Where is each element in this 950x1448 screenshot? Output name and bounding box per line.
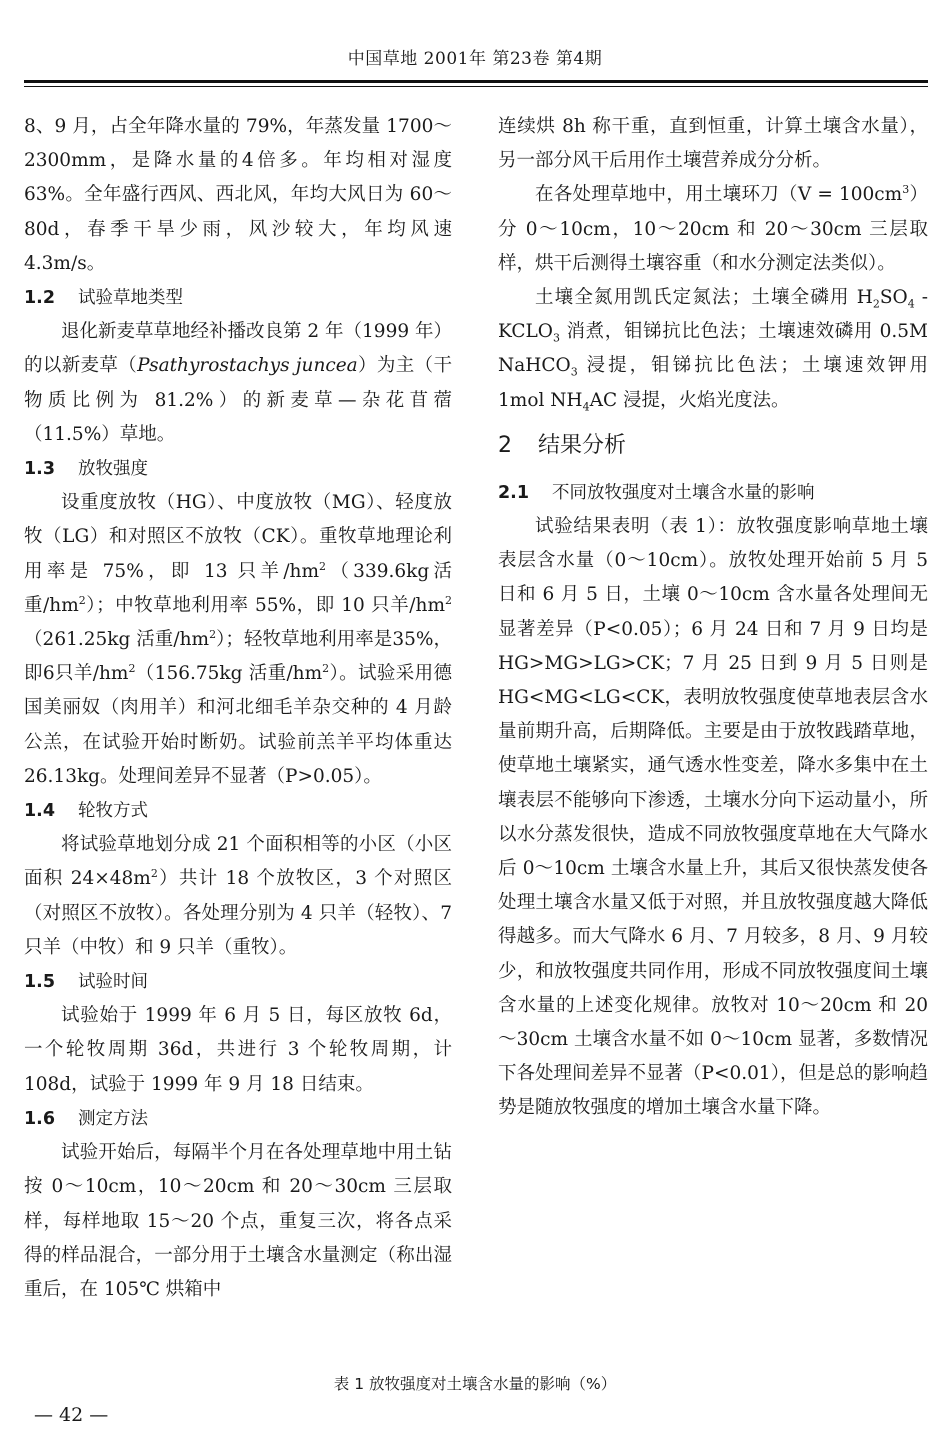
subscript: 2 — [872, 297, 880, 311]
superscript: 3 — [902, 183, 910, 197]
section-number: 1.4 — [24, 801, 56, 822]
section-2-1-heading — [498, 476, 928, 510]
paragraph-climate: 8、9 月，占全年降水量的 79%，年蒸发量 1700～2300mm，是降水量的4倍多。年均相对湿度 63%。全年盛行西风、西北风，年均大风日为 60～80d，春季干旱少雨，风沙较大，年均风速 4.3m/s。 — [24, 116, 452, 274]
subscript: 4 — [582, 400, 590, 414]
text-run: （339.6kg活重/hm — [24, 560, 453, 616]
section-1-6-heading — [24, 1102, 452, 1136]
paragraph-methods: 试验开始后，每隔半个月在各处理草地中用土钻按 0～10cm，10～20cm 和 20～30cm 三层取样，每样地取 15～20 个点，重复三次，将各点采得的样品混合，一部分用于土壤含水量测定（称出湿重后，在 105℃ 烘箱中 — [24, 1142, 452, 1300]
text-run: ）。试验采用德国美丽奴（肉用羊）和河北细毛羊杂交种的 4 月龄公羔，在试验开始时断奶。试验前羔羊平均体重达 26.13kg。处理间差异不显著（P>0.05）。 — [24, 663, 452, 787]
text-run: 将试验草地划分成 21 个面积相等的小区（小区面积 24×48m — [24, 834, 452, 890]
section-title: 轮牧方式 — [78, 801, 148, 822]
subscript: 4 — [907, 297, 915, 311]
section-number: 2 — [498, 432, 512, 458]
text-run: （156.75kg 活重/hm — [135, 663, 323, 685]
scientific-name: Psathyrostachys juncea — [137, 355, 358, 377]
superscript: 2 — [78, 593, 86, 607]
paragraph-nutrient-methods — [498, 281, 928, 418]
section-1-3-heading — [24, 452, 452, 486]
superscript: 2 — [445, 593, 452, 607]
right-column — [498, 110, 928, 1126]
paragraph-results: 试验结果表明（表 1）：放牧强度影响草地土壤表层含水量（0～10cm）。放牧处理开始前 5 月 5 日和 6 月 5 日，土壤 0～10cm 含水量各处理间无显著差异（P<0.05）；6 月 24 日和 7 月 9 日均是 HG>MG>LG>CK；7 月 25 日到 9 月 5 日则是 HG<MG<LG<CK，表明放牧强度使草地表层含水量前期升高，后期降低。主要是由于放牧践踏草地，使草地土壤紧实，通气透水性变差，降水多集中在土壤表层不能够向下渗透，土壤水分向下运动量小，所以水分蒸发很快，造成不同放牧强度草地在大气降水后 0～10cm 土壤含水量上升，其后又很快蒸发使各处理土壤含水量又低于对照，并且放牧强度越大降低得越多。而大气降水 6 月、7 月较多，8 月、9 月较少，和放牧强度共同作用，形成不同放牧强度间土壤含水量的上述变化规律。放牧对 10～20cm 和 20～30cm 土壤含水量不如 0～10cm 显著，多数情况下各处理间差异不显著（P<0.01），但是总的影响趋势是随放牧强度的增加土壤含水量下降。 — [498, 516, 928, 1119]
superscript: 2 — [209, 627, 217, 641]
page-number: — 42 — — [34, 1404, 109, 1426]
text-run: 在各处理草地中，用土壤环刀（V = 100cm — [535, 184, 903, 206]
text-run: AC 浸提，火焰光度法。 — [589, 389, 790, 411]
header-rule-thin — [24, 86, 928, 87]
subscript: 3 — [552, 331, 560, 345]
section-title: 放牧强度 — [78, 459, 148, 480]
superscript: 2 — [128, 662, 136, 676]
superscript: 2 — [150, 867, 158, 881]
text-run: （261.25kg 活重/hm — [24, 629, 210, 651]
section-number: 1.6 — [24, 1108, 56, 1129]
section-1-2-heading — [24, 281, 452, 315]
paragraph-rotation — [24, 828, 452, 965]
paragraph-grazing-intensity — [24, 486, 452, 794]
section-1-5-heading — [24, 965, 452, 999]
section-title: 试验草地类型 — [78, 288, 183, 309]
section-number: 1.5 — [24, 972, 56, 993]
section-title: 测定方法 — [78, 1108, 148, 1129]
section-number: 1.2 — [24, 288, 56, 309]
header-rule-thick — [24, 80, 928, 83]
paragraph-methods-continued: 连续烘 8h 称干重，直到恒重，计算土壤含水量），另一部分风干后用作土壤营养成分分析。 — [498, 116, 928, 172]
running-header: 中国草地 2001年 第23卷 第4期 — [347, 49, 603, 69]
table-caption: 表 1 放牧强度对土壤含水量的影响（%） — [333, 1375, 617, 1393]
paragraph-trial-time: 试验始于 1999 年 6 月 5 日，每区放牧 6d，一个轮牧周期 36d，共进行 3 个轮牧周期，计 108d，试验于 1999 年 9 月 18 日结束。 — [24, 1005, 452, 1095]
section-title: 不同放牧强度对土壤含水量的影响 — [552, 482, 815, 503]
subscript: 3 — [570, 366, 578, 380]
text-run: 消煮，钼锑抗比色法；土壤速效磷用 0.5M NaHCO — [498, 321, 928, 377]
text-run: 土壤全氮用凯氏定氮法；土壤全磷用 H — [535, 287, 873, 309]
section-number: 1.3 — [24, 459, 56, 480]
text-run: - KCLO — [498, 287, 929, 343]
superscript: 2 — [322, 662, 330, 676]
section-title: 试验时间 — [78, 972, 148, 993]
paragraph-grassland-type — [24, 315, 452, 452]
text-run: ）；中牧草地利用率 55%，即 10 只羊/hm — [85, 594, 445, 616]
text-run: ）为主（干物质比例为 81.2%）的新麦草—杂花苜蓿（11.5%）草地。 — [24, 355, 452, 445]
section-1-4-heading — [24, 794, 452, 828]
paragraph-bulk-density — [498, 178, 928, 281]
text-run: ）；轻牧草地利用率是35%，即6只羊/hm — [24, 629, 453, 685]
superscript: 2 — [319, 559, 327, 573]
text-run: 浸提，钼锑抗比色法；土壤速效钾用 1mol NH — [498, 355, 928, 411]
text-run: SO — [879, 287, 908, 309]
section-title: 结果分析 — [538, 432, 627, 458]
text-run: ）分 0～10cm，10～20cm 和 20～30cm 三层取样，烘干后测得土壤容重（和水分测定法类似）。 — [498, 184, 928, 274]
text-run: 退化新麦草草地经补播改良第 2 年（1999 年）的以新麦草（ — [24, 321, 452, 377]
text-run: ）共计 18 个放牧区，3 个对照区（对照区不放牧）。各处理分别为 4 只羊（轻牧）、7 只羊（中牧）和 9 只羊（重牧）。 — [24, 868, 452, 958]
left-column — [24, 110, 452, 1307]
section-2-heading — [498, 426, 928, 466]
text-run: 设重度放牧（HG）、中度放牧（MG）、轻度放牧（LG）和对照区不放牧（CK）。重牧草地理论利用率是 75%，即 13 只羊/hm — [24, 492, 452, 582]
section-number: 2.1 — [498, 482, 530, 503]
